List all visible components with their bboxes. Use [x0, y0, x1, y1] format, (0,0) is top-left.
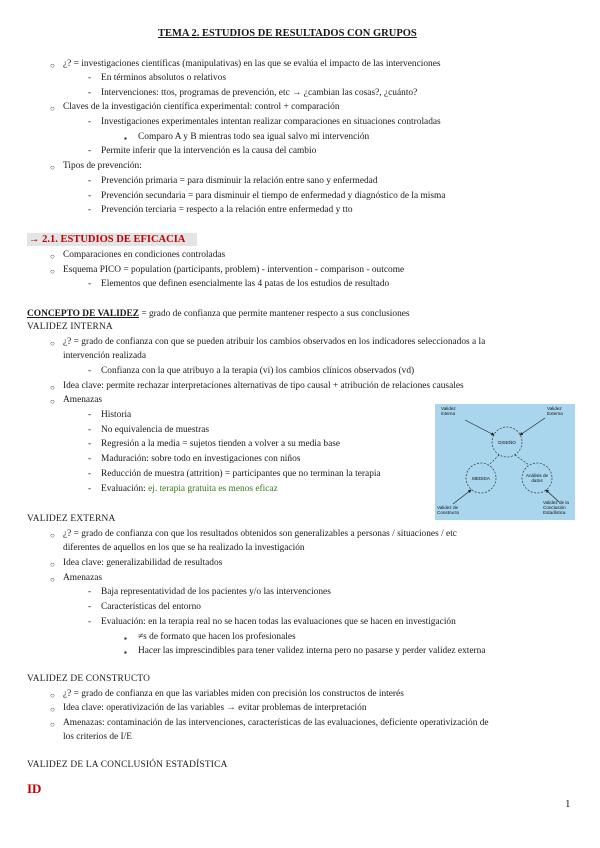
arrow-bl [453, 490, 471, 504]
externa-am2: Características del entorno [101, 602, 201, 612]
bullet-icon: ○ [50, 531, 55, 540]
section-heading: → 2.1. ESTUDIOS DE EFICACIA [27, 233, 197, 246]
intro-question: ¿? = investigaciones científicas (manipulativas) en las que se evalúa el impacto de las intervenciones [63, 59, 441, 69]
bullet-icon: ○ [50, 61, 55, 70]
arrow-tl [465, 420, 494, 435]
diagram-br-3: Estadística [543, 510, 566, 515]
dash-icon: - [88, 587, 92, 597]
interna-am1: Historia [101, 410, 132, 420]
dash-icon: - [88, 279, 92, 289]
externa-q1: ¿? = grado de confianza con que los resultados obtenidos son generalizables a personas / situaciones / etc [63, 529, 457, 539]
externa-idea: Idea clave: generalizabilidad de resultados [63, 558, 223, 568]
section-a: Comparaciones en condiciones controladas [63, 250, 226, 260]
diagram-br-1: Validez de la [543, 500, 569, 505]
dash-icon: - [88, 617, 92, 627]
diagram-right-1: Análisis de [525, 473, 549, 478]
intro-tipos-b: Prevención secundaria = para disminuir el tiempo de enfermedad y diagnóstico de la misma [101, 191, 446, 201]
intro-q-a: En términos absolutos o relativos [101, 73, 226, 83]
diagram-tr-1: Validez [547, 406, 562, 411]
square-bullet-icon: ▪ [124, 648, 127, 657]
bullet-icon: ○ [50, 252, 55, 261]
concepto-text: = grado de confianza que permite mantener respecto a sus conclusiones [139, 309, 410, 319]
dash-icon: - [88, 176, 92, 186]
intro-claves-a: Investigaciones experimentales intentan realizar comparaciones en situaciones controladas [101, 117, 441, 127]
intro-claves: Claves de la investigación científica experimental: control + comparación [63, 102, 340, 112]
bullet-icon: ○ [50, 383, 55, 392]
diagram-left: MEDIDA [472, 476, 490, 481]
interna-am5: Reducción de muestra (attrition) = participantes que no terminan la terapia [101, 469, 381, 479]
diagram-tl-2: interna [441, 411, 456, 416]
intro-q-b: Intervenciones: ttos, programas de prevención, etc → ¿cambian las cosas?, ¿cuánto? [101, 88, 418, 98]
interna-am4: Maduración: sobre todo en investigaciones con niños [101, 454, 301, 464]
page-title: TEMA 2. ESTUDIOS DE RESULTADOS CON GRUPOS [158, 28, 417, 39]
bullet-icon: ○ [50, 720, 55, 729]
bullet-icon: ○ [50, 705, 55, 714]
diagram-right-2: datos [531, 478, 543, 483]
dash-icon: - [88, 454, 92, 464]
bullet-icon: ○ [50, 691, 55, 700]
link-left [489, 455, 499, 465]
bullet-icon: ○ [50, 163, 55, 172]
interna-heading: VALIDEZ INTERNA [27, 322, 113, 332]
dash-icon: - [88, 484, 92, 494]
section-b: Esquema PICO = population (participants, problem) - intervention - comparison - outcome [63, 265, 405, 275]
interna-am6 [101, 484, 278, 495]
validity-diagram [435, 404, 575, 520]
intro-claves-b: Permite inferir que la intervención es la causa del cambio [101, 146, 317, 156]
dash-icon: - [88, 191, 92, 201]
bullet-icon: ○ [50, 267, 55, 276]
dash-icon: - [88, 205, 92, 215]
diagram-bl-2: Constructo [437, 510, 460, 515]
constructo-idea: Idea clave: operativización de las variables → evitar problemas de interpretación [63, 703, 367, 713]
diagram-tl-1: Validez [441, 406, 456, 411]
constructo-am2: los criterios de I/E [63, 732, 132, 742]
bullet-icon: ○ [50, 339, 55, 348]
diagram-tr-2: Externa [547, 411, 563, 416]
bullet-icon: ○ [50, 575, 55, 584]
externa-amenazas: Amenazas [63, 573, 103, 583]
square-bullet-icon: ▪ [124, 134, 127, 143]
externa-am3b: Hacer las imprescindibles para tener validez interna pero no pasarse y perder validez externa [138, 646, 486, 656]
externa-am3a: ≠s de formato que hacen los profesionales [138, 632, 296, 642]
interna-idea: Idea clave: permite rechazar interpretaciones alternativas de tipo causal + atribución de relaciones causales [63, 381, 464, 391]
bullet-icon: ○ [50, 560, 55, 569]
constructo-am1: Amenazas: contaminación de las intervenciones, características de las evaluaciones, deficiente operativización de [63, 718, 489, 728]
intro-tipos-c: Prevención terciaria = respecto a la relación entre enfermedad y tto [101, 205, 353, 215]
dash-icon: - [88, 469, 92, 479]
concepto-validez [27, 309, 410, 320]
diagram-center: DISEÑO [498, 440, 516, 445]
externa-q2: diferentes de aquellos en los que se ha realizado la investigación [63, 543, 305, 553]
square-bullet-icon: ▪ [124, 634, 127, 643]
dash-icon: - [88, 146, 92, 156]
page-number: 1 [565, 798, 571, 810]
interna-amenazas: Amenazas [63, 395, 103, 405]
interna-q2: intervención realizada [63, 351, 147, 361]
intro-tipos: Tipos de prevención: [63, 161, 142, 171]
diagram-bl-1: Validez de [437, 505, 459, 510]
intro-claves-a1: Comparo A y B mientras todo sea igual salvo mi intervención [138, 132, 370, 142]
bullet-icon: ○ [50, 104, 55, 113]
constructo-heading: VALIDEZ DE CONSTRUCTO [27, 674, 151, 684]
interna-am6-label: Evaluación: [101, 484, 149, 494]
dash-icon: - [88, 366, 92, 376]
dash-icon: - [88, 73, 92, 83]
interna-am3: Regresión a la media = sujetos tienden a volver a su media base [101, 439, 341, 449]
interna-am2: No equivalencia de muestras [101, 425, 210, 435]
dash-icon: - [88, 88, 92, 98]
interna-q-a: Confianza con la que atribuyo a la terapia (vi) los cambios clínicos observados (vd) [101, 366, 415, 376]
externa-am1: Baja representatividad de los pacientes y/o las intervenciones [101, 587, 331, 597]
dash-icon: - [88, 117, 92, 127]
estadistica-heading: VALIDEZ DE LA CONCLUSIÓN ESTADÍSTICA [27, 760, 228, 770]
arrow-tr [520, 418, 545, 435]
externa-heading: VALIDEZ EXTERNA [27, 514, 116, 524]
diagram-br-2: Conclusión [543, 505, 566, 510]
bullet-icon: ○ [50, 397, 55, 406]
section-b1: Elementos que definen esencialmente las 4 patas de los estudios de resultado [101, 279, 390, 289]
concepto-label: CONCEPTO DE VALIDEZ [27, 309, 140, 319]
link-right [515, 455, 529, 465]
intro-tipos-a: Prevención primaria = para disminuir la relación entre sano y enfermedad [101, 176, 378, 186]
dash-icon: - [88, 602, 92, 612]
interna-am6-example: ej. terapia gratuita es menos eficaz [148, 484, 278, 494]
externa-am3: Evaluación: en la terapia real no se hacen todas las evaluaciones que se hacen en investigación [101, 617, 456, 627]
constructo-q: ¿? = grado de confianza en que las variables miden con precisión los constructos de interés [63, 689, 404, 699]
id-label: ID [27, 781, 42, 796]
dash-icon: - [88, 439, 92, 449]
dash-icon: - [88, 410, 92, 420]
dash-icon: - [88, 425, 92, 435]
interna-q1: ¿? = grado de confianza con que se pueden atribuir los cambios observados en los indicadores seleccionados a la [63, 337, 486, 347]
